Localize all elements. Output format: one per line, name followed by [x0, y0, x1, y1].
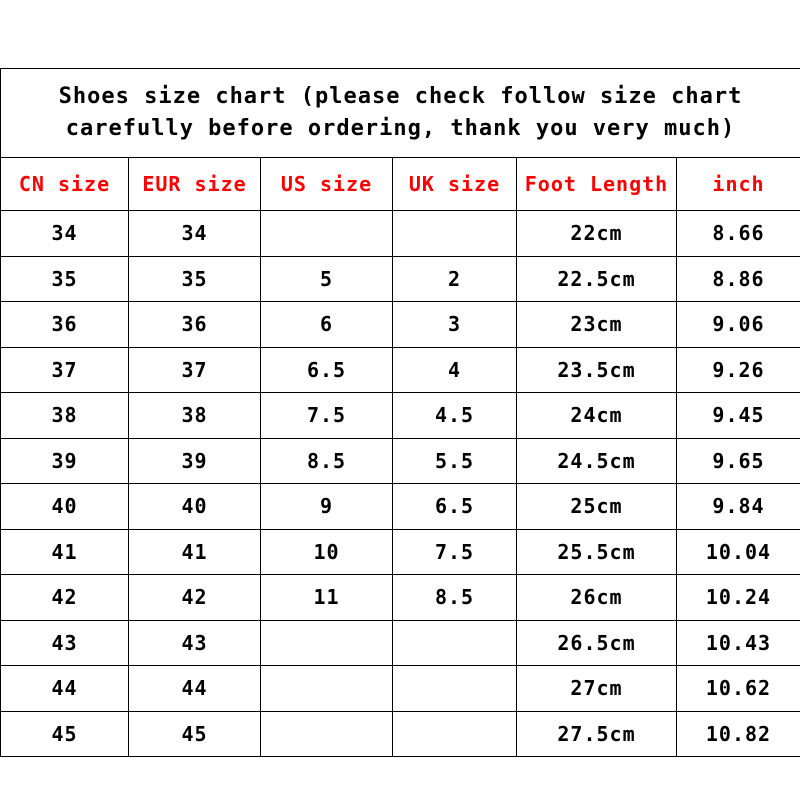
table-cell: 34: [129, 211, 261, 257]
table-cell: 34: [1, 211, 129, 257]
table-cell: 41: [1, 529, 129, 575]
table-header-row: [1, 158, 800, 211]
table-cell: 42: [129, 575, 261, 621]
table-cell: [261, 711, 393, 757]
table-cell: 26.5cm: [517, 620, 677, 666]
table-cell: 10.82: [677, 711, 800, 757]
table-cell: 23.5cm: [517, 347, 677, 393]
table-row: [1, 211, 800, 257]
table-cell: 26cm: [517, 575, 677, 621]
table-row: [1, 529, 800, 575]
table-cell: 7.5: [261, 393, 393, 439]
table-cell: 40: [1, 484, 129, 530]
table-cell: 45: [129, 711, 261, 757]
column-header: US size: [261, 158, 393, 211]
table-cell: 9.45: [677, 393, 800, 439]
table-cell: 44: [129, 666, 261, 712]
table-cell: 10.04: [677, 529, 800, 575]
table-cell: 6: [261, 302, 393, 348]
table-cell: 11: [261, 575, 393, 621]
table-cell: 27cm: [517, 666, 677, 712]
table-cell: 44: [1, 666, 129, 712]
table-cell: 36: [1, 302, 129, 348]
column-header: Foot Length: [517, 158, 677, 211]
column-header: CN size: [1, 158, 129, 211]
table-cell: 4.5: [393, 393, 517, 439]
table-cell: 38: [129, 393, 261, 439]
column-header: UK size: [393, 158, 517, 211]
table-cell: 41: [129, 529, 261, 575]
table-cell: 40: [129, 484, 261, 530]
table-cell: 35: [129, 256, 261, 302]
table-cell: 8.66: [677, 211, 800, 257]
table-cell: 27.5cm: [517, 711, 677, 757]
table-cell: 22.5cm: [517, 256, 677, 302]
table-cell: 6.5: [261, 347, 393, 393]
size-chart-container: [0, 68, 800, 757]
table-cell: [261, 620, 393, 666]
table-row: [1, 711, 800, 757]
shoes-size-chart-table: [0, 68, 800, 757]
table-cell: [261, 666, 393, 712]
table-cell: 38: [1, 393, 129, 439]
table-row: [1, 347, 800, 393]
table-cell: 8.86: [677, 256, 800, 302]
table-cell: 10.43: [677, 620, 800, 666]
table-cell: 7.5: [393, 529, 517, 575]
table-cell: 8.5: [393, 575, 517, 621]
table-cell: 36: [129, 302, 261, 348]
table-cell: 10.24: [677, 575, 800, 621]
table-row: [1, 302, 800, 348]
table-cell: 42: [1, 575, 129, 621]
table-cell: 2: [393, 256, 517, 302]
table-row: [1, 666, 800, 712]
chart-title-row: [1, 69, 800, 158]
table-cell: 9: [261, 484, 393, 530]
table-cell: [393, 620, 517, 666]
table-row: [1, 256, 800, 302]
table-cell: 8.5: [261, 438, 393, 484]
table-cell: 24.5cm: [517, 438, 677, 484]
table-cell: [393, 711, 517, 757]
table-cell: 3: [393, 302, 517, 348]
table-cell: 43: [1, 620, 129, 666]
table-cell: 22cm: [517, 211, 677, 257]
table-cell: 39: [129, 438, 261, 484]
table-row: [1, 438, 800, 484]
table-cell: 24cm: [517, 393, 677, 439]
table-cell: 4: [393, 347, 517, 393]
column-header: EUR size: [129, 158, 261, 211]
table-cell: 10.62: [677, 666, 800, 712]
chart-title-line-2: carefully before ordering, thank you very much): [65, 116, 736, 141]
table-cell: 37: [1, 347, 129, 393]
table-cell: 25.5cm: [517, 529, 677, 575]
table-cell: 10: [261, 529, 393, 575]
table-cell: [393, 666, 517, 712]
table-cell: 6.5: [393, 484, 517, 530]
chart-title: [1, 69, 800, 158]
table-cell: [393, 211, 517, 257]
table-cell: 5.5: [393, 438, 517, 484]
table-cell: 9.26: [677, 347, 800, 393]
chart-title-line-1: Shoes size chart (please check follow size chart: [58, 84, 743, 110]
table-cell: 9.06: [677, 302, 800, 348]
table-cell: 39: [1, 438, 129, 484]
table-row: [1, 393, 800, 439]
table-cell: 9.84: [677, 484, 800, 530]
table-cell: 23cm: [517, 302, 677, 348]
table-cell: [261, 211, 393, 257]
column-header: inch: [677, 158, 800, 211]
table-cell: 37: [129, 347, 261, 393]
table-row: [1, 620, 800, 666]
table-cell: 25cm: [517, 484, 677, 530]
table-cell: 43: [129, 620, 261, 666]
table-cell: 45: [1, 711, 129, 757]
table-row: [1, 484, 800, 530]
table-cell: 35: [1, 256, 129, 302]
table-cell: 9.65: [677, 438, 800, 484]
table-row: [1, 575, 800, 621]
table-cell: 5: [261, 256, 393, 302]
